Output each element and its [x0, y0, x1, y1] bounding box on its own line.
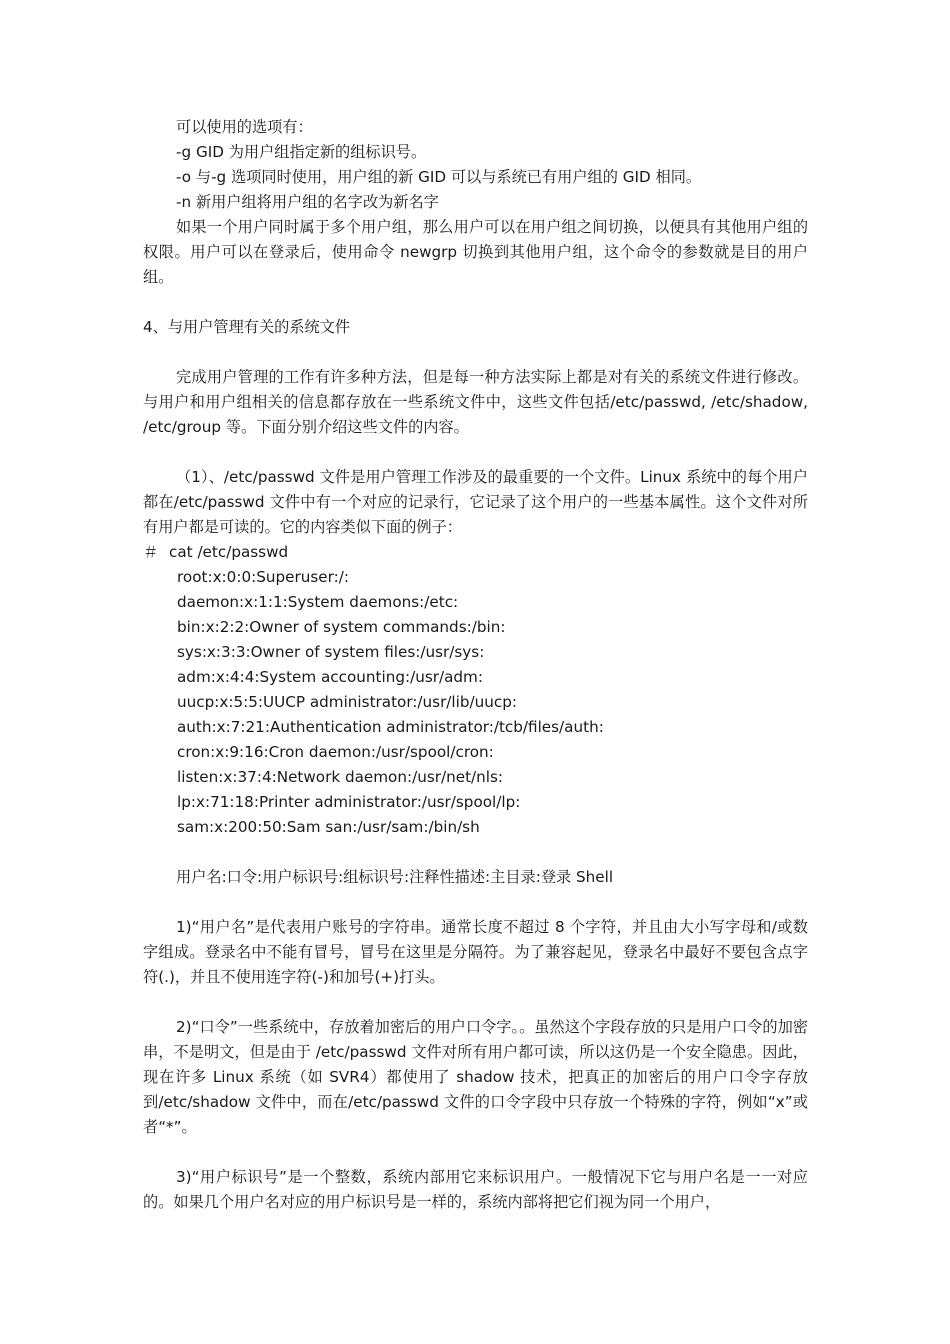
option-o: -o 与-g 选项同时使用，用户组的新 GID 可以与系统已有用户组的 GID 相同。 [176, 168, 702, 186]
field-uid-description: 3)“用户标识号”是一个整数，系统内部用它来标识用户。一般情况下它与用户名是一一对应的。如果几个用户名对应的用户标识号是一样的，系统内部将把它们视为同一个用户， [143, 1168, 808, 1211]
passwd-line: daemon:x:1:1:System daemons:/etc: [177, 593, 459, 611]
passwd-line: auth:x:7:21:Authentication administrator:/tcb/files/auth: [177, 718, 604, 736]
command-line [143, 540, 808, 565]
command-text: cat /etc/passwd [169, 543, 289, 561]
passwd-listing [143, 565, 808, 840]
option-g: -g GID 为用户组指定新的组标识号。 [176, 143, 427, 161]
passwd-intro: （1）、/etc/passwd 文件是用户管理工作涉及的最重要的一个文件。Linux 系统中的每个用户都在/etc/passwd 文件中有一个对应的记录行，它记录了这个用户的一些基本属性。这个文件对所有用户都是可读的。它的内容类似下面的例子： [143, 468, 808, 536]
passwd-line: lp:x:71:18:Printer administrator:/usr/spool/lp: [177, 793, 521, 811]
passwd-line: cron:x:9:16:Cron daemon:/usr/spool/cron: [177, 743, 494, 761]
passwd-line: bin:x:2:2:Owner of system commands:/bin: [177, 618, 506, 636]
spacer [143, 290, 808, 315]
passwd-line: root:x:0:0:Superuser:/: [177, 568, 349, 586]
option-n: -n 新用户组将用户组的名字改为新名字 [176, 193, 439, 211]
passwd-line: adm:x:4:4:System accounting:/usr/adm: [177, 668, 483, 686]
spacer [143, 340, 808, 365]
field-password-description: 2)“口令”一些系统中，存放着加密后的用户口令字。。虽然这个字段存放的只是用户口令的加密串，不是明文，但是由于 /etc/passwd 文件对所有用户都可读，所以这仍是一个安全隐患。因此，现在许多 Linux 系统（如 SVR4）都使用了 shadow 技术，把真正的加密后的用户口令字存放到/etc/shadow 文件中，而在/etc/passwd 文件的口令字段中只存放一个特殊的字符，例如“x”或者“*”。 [143, 1018, 808, 1136]
passwd-line: sam:x:200:50:Sam san:/usr/sam:/bin/sh [177, 818, 480, 836]
section4-intro: 完成用户管理的工作有许多种方法，但是每一种方法实际上都是对有关的系统文件进行修改。与用户和用户组相关的信息都存放在一些系统文件中，这些文件包括/etc/passwd, /etc/shadow, /etc/group 等。下面分别介绍这些文件的内容。 [143, 368, 808, 436]
spacer [143, 890, 808, 915]
document-body [143, 115, 808, 1215]
passwd-line: sys:x:3:3:Owner of system files:/usr/sys: [177, 643, 485, 661]
spacer [143, 1140, 808, 1165]
passwd-line: uucp:x:5:5:UUCP administrator:/usr/lib/uucp: [177, 693, 517, 711]
field-format: 用户名:口令:用户标识号:组标识号:注释性描述:主目录:登录 Shell [176, 868, 614, 886]
newgrp-paragraph: 如果一个用户同时属于多个用户组，那么用户可以在用户组之间切换，以便具有其他用户组的权限。用户可以在登录后，使用命令 newgrp 切换到其他用户组，这个命令的参数就是目的用户组。 [143, 218, 808, 286]
section4-heading: 4、与用户管理有关的系统文件 [143, 318, 351, 336]
spacer [143, 840, 808, 865]
spacer [143, 990, 808, 1015]
field-username-description: 1)“用户名”是代表用户账号的字符串。通常长度不超过 8 个字符，并且由大小写字母和/或数字组成。登录名中不能有冒号，冒号在这里是分隔符。为了兼容起见，登录名中最好不要包含点字符(.)，并且不使用连字符(-)和加号(+)打头。 [143, 918, 808, 986]
spacer [143, 440, 808, 465]
options-intro: 可以使用的选项有： [176, 118, 313, 136]
passwd-line: listen:x:37:4:Network daemon:/usr/net/nls: [177, 768, 504, 786]
prompt-symbol: ＃ [143, 543, 159, 561]
